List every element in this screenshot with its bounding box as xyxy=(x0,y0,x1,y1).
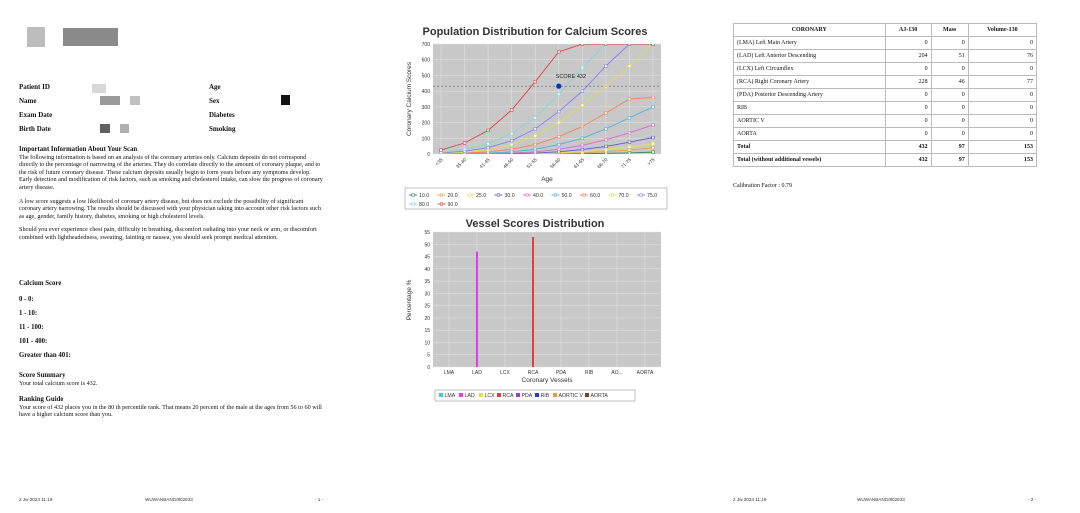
x-tick-label: 56-60 xyxy=(549,157,563,171)
ranking-section xyxy=(19,396,324,419)
logo-text-redacted xyxy=(63,28,118,46)
legend-marker xyxy=(526,194,528,196)
data-point xyxy=(628,152,631,155)
legend-marker xyxy=(497,194,499,196)
x-tick-label: 35-40 xyxy=(455,157,468,171)
data-point xyxy=(557,110,560,113)
vessel-cell: Total (without additional vessels) xyxy=(734,154,886,167)
chart-title: Vessel Scores Distribution xyxy=(465,218,605,230)
legend-swatch xyxy=(585,393,589,397)
y-tick-label: 15 xyxy=(424,328,430,335)
data-point xyxy=(581,125,584,128)
value-cell: 153 xyxy=(968,154,1036,167)
legend-item xyxy=(553,393,583,399)
value-cell: 0 xyxy=(931,115,968,128)
data-point xyxy=(605,145,608,148)
value-cell: 0 xyxy=(968,102,1036,115)
calcium-score-section xyxy=(19,280,324,288)
y-tick-label: 400 xyxy=(421,89,430,96)
data-point xyxy=(652,106,655,109)
y-axis-ticks xyxy=(424,230,430,371)
data-point xyxy=(557,135,560,138)
sex-redacted xyxy=(281,95,290,105)
value-cell: 432 xyxy=(885,141,931,154)
data-point xyxy=(605,139,608,142)
data-point xyxy=(652,43,655,46)
y-tick-label: 10 xyxy=(424,340,430,347)
logo-mark xyxy=(27,27,45,47)
y-tick-label: 500 xyxy=(421,73,430,80)
data-point xyxy=(510,143,513,146)
data-point xyxy=(557,51,560,54)
legend-marker xyxy=(440,194,442,196)
range-3: 101 - 400: xyxy=(19,338,48,345)
legend-label: 90.0 xyxy=(447,202,458,208)
bar-rca xyxy=(532,237,534,367)
data-point xyxy=(534,148,537,151)
value-cell: 51 xyxy=(931,50,968,63)
legend-label: 75.0 xyxy=(647,193,658,199)
value-cell: 46 xyxy=(931,76,968,89)
y-axis-ticks xyxy=(422,42,431,158)
table-row xyxy=(734,37,1037,50)
legend-label: AORTA xyxy=(590,393,608,399)
value-cell: 76 xyxy=(968,50,1036,63)
col-aj130: AJ-130 xyxy=(885,24,931,37)
vessel-scores-chart xyxy=(395,214,675,404)
coronary-table xyxy=(733,23,1037,167)
range-4: Greater than 401: xyxy=(19,352,71,359)
footer-date: 2 Jw 2024 11:19 xyxy=(19,497,53,502)
x-tick-label: 46-50 xyxy=(502,157,516,171)
x-axis-ticks xyxy=(444,370,654,376)
col-coronary: CORONARY xyxy=(734,24,886,37)
y-tick-label: 600 xyxy=(421,57,430,64)
footer-id: WUWANBANG/802633 xyxy=(145,497,193,502)
value-cell: 97 xyxy=(931,141,968,154)
data-point xyxy=(510,109,513,112)
table-row xyxy=(734,128,1037,141)
patient-id-redacted xyxy=(92,84,106,93)
x-tick-label: RCA xyxy=(527,370,539,376)
y-tick-label: 50 xyxy=(424,242,430,249)
name-redacted xyxy=(100,96,120,105)
data-point xyxy=(652,151,655,154)
y-tick-label: 40 xyxy=(424,266,430,273)
birth-date-redacted-2 xyxy=(120,124,129,133)
legend-marker xyxy=(412,194,414,196)
data-point xyxy=(510,132,513,135)
legend-marker xyxy=(440,203,442,205)
x-tick-label: >75 xyxy=(647,157,657,168)
data-point xyxy=(510,139,513,142)
y-tick-label: 5 xyxy=(427,352,430,359)
legend-swatch xyxy=(535,393,539,397)
x-tick-label: 51-55 xyxy=(526,157,539,171)
data-point xyxy=(605,85,608,88)
value-cell: 153 xyxy=(968,141,1036,154)
population-distribution-chart xyxy=(395,22,675,237)
vessel-cell: (RCA) Right Coronary Artery xyxy=(734,76,886,89)
table-row xyxy=(734,63,1037,76)
data-point xyxy=(652,146,655,149)
score-summary-text: Your total calcium score is 432. xyxy=(19,379,98,387)
col-mass: Mass xyxy=(931,24,968,37)
x-tick-label: 61-65 xyxy=(573,157,586,171)
ranking-heading: Ranking Guide xyxy=(19,396,64,403)
birth-date-label: Birth Date xyxy=(19,125,51,133)
data-point xyxy=(581,137,584,140)
footer-page: - 2 - xyxy=(1028,497,1037,502)
y-axis-label: Coronary Calcium Scores xyxy=(406,61,413,137)
data-point xyxy=(605,65,608,68)
data-point xyxy=(652,96,655,99)
value-cell: 77 xyxy=(968,76,1036,89)
legend-marker xyxy=(583,194,585,196)
value-cell: 432 xyxy=(885,154,931,167)
data-point xyxy=(510,148,513,151)
report-page-2 xyxy=(730,0,1080,513)
plot-area xyxy=(433,232,661,367)
x-tick-label: <35 xyxy=(435,157,445,168)
legend-label: 20.0 xyxy=(447,193,458,199)
name-redacted-2 xyxy=(130,96,140,105)
legend-label: 25.0 xyxy=(476,193,487,199)
x-tick-label: 71-75 xyxy=(620,157,633,171)
legend-marker xyxy=(554,194,556,196)
legend-label: 50.0 xyxy=(561,193,572,199)
birth-date-redacted xyxy=(100,124,110,133)
value-cell: 0 xyxy=(968,63,1036,76)
data-point xyxy=(581,66,584,69)
col-volume: Volume-130 xyxy=(968,24,1036,37)
x-tick-label: AORTA xyxy=(636,370,654,376)
legend-label: RIB xyxy=(540,393,550,399)
vessel-cell: (PDA) Posterior Descending Artery xyxy=(734,89,886,102)
legend-label: LMA xyxy=(444,393,456,399)
value-cell: 0 xyxy=(885,102,931,115)
x-tick-label: LMA xyxy=(443,370,455,376)
legend-swatch xyxy=(479,393,483,397)
data-point xyxy=(605,128,608,131)
y-axis-label: Percentage % xyxy=(406,279,413,321)
x-tick-label: LCX xyxy=(500,370,510,376)
vessel-cell: (LMA) Left Main Artery xyxy=(734,37,886,50)
value-cell: 0 xyxy=(885,89,931,102)
value-cell: 0 xyxy=(931,102,968,115)
calcium-score-heading: Calcium Score xyxy=(19,280,62,287)
value-cell: 0 xyxy=(968,128,1036,141)
score-marker xyxy=(556,84,561,89)
data-point xyxy=(628,141,631,144)
y-tick-label: 55 xyxy=(424,230,430,236)
legend-marker xyxy=(640,194,642,196)
report-body xyxy=(19,146,324,248)
y-tick-label: 45 xyxy=(424,254,430,261)
data-point xyxy=(628,131,631,134)
x-axis-ticks xyxy=(434,157,656,170)
y-tick-label: 20 xyxy=(424,315,430,322)
value-cell: 0 xyxy=(885,63,931,76)
range-1: 1 - 10: xyxy=(19,310,38,317)
score-summary-heading: Score Summary xyxy=(19,372,66,379)
age-label: Age xyxy=(209,83,221,91)
range-2: 11 - 100: xyxy=(19,324,44,331)
vessel-cell: RIB xyxy=(734,102,886,115)
vessel-cell: (LCX) Left Circumflex xyxy=(734,63,886,76)
data-point xyxy=(581,148,584,151)
data-point xyxy=(534,128,537,131)
y-tick-label: 30 xyxy=(424,291,430,298)
y-tick-label: 300 xyxy=(421,104,430,111)
chart-title: Population Distribution for Calcium Scores xyxy=(422,26,648,38)
data-point xyxy=(534,143,537,146)
ranking-text: Your score of 432 places you in the 80 th percentile rank. That means 20 percent of the male at the ages from 56 to 60 will have a higher calcium score than you. xyxy=(19,403,322,419)
name-label: Name xyxy=(19,97,37,105)
data-point xyxy=(628,65,631,68)
footer-date: 2 Jw 2024 11:19 xyxy=(733,497,767,502)
data-point xyxy=(557,151,560,154)
y-tick-label: 0 xyxy=(427,152,430,158)
legend-label: 40.0 xyxy=(533,193,544,199)
legend-label: AORTIC V xyxy=(558,393,583,399)
data-point xyxy=(557,148,560,151)
x-tick-label: PDA xyxy=(555,370,567,376)
data-point xyxy=(605,148,608,151)
diabetes-label: Diabetes xyxy=(209,111,235,119)
x-tick-label: AO... xyxy=(611,370,623,376)
value-cell: 97 xyxy=(931,154,968,167)
legend-swatch xyxy=(497,393,501,397)
data-point xyxy=(628,146,631,149)
legend-swatch xyxy=(516,393,520,397)
data-point xyxy=(487,146,490,149)
data-point xyxy=(581,144,584,147)
vessel-cell: AORTA xyxy=(734,128,886,141)
footer-page: - 1 - xyxy=(315,497,324,502)
value-cell: 0 xyxy=(931,128,968,141)
y-tick-label: 700 xyxy=(421,42,430,48)
data-point xyxy=(628,43,631,46)
info-paragraph-3: Should you ever experience chest pain, difficulty in breathing, discomfort radiating into your neck or arm, or discomfort combined with lightheadedness, sweating, fainting or nausea, you should seek prompt medical attention. xyxy=(19,226,317,241)
y-tick-label: 100 xyxy=(421,136,430,143)
report-page-1 xyxy=(0,0,340,513)
legend-label: 80.0 xyxy=(419,202,430,208)
value-cell: 0 xyxy=(968,37,1036,50)
patient-id-label: Patient ID xyxy=(19,83,50,91)
legend-label: LAD xyxy=(464,393,475,399)
x-tick-label: LAD xyxy=(472,370,482,376)
data-point xyxy=(581,90,584,93)
table-row xyxy=(734,115,1037,128)
data-point xyxy=(557,121,560,124)
legend-swatch xyxy=(459,393,463,397)
data-point xyxy=(463,142,466,145)
legend-label: 60.0 xyxy=(590,193,601,199)
score-marker-label: SCORE 432 xyxy=(555,74,587,81)
x-axis-label: Age xyxy=(541,176,553,183)
legend-label: 30.0 xyxy=(504,193,515,199)
data-point xyxy=(534,151,537,154)
value-cell: 0 xyxy=(931,37,968,50)
table-row xyxy=(734,50,1037,63)
data-point xyxy=(581,104,584,107)
legend-swatch xyxy=(439,393,443,397)
data-point xyxy=(652,136,655,139)
info-paragraph-1: The following information is based on an analysis of the coronary arteries only. Calcium deposits do not correspond directly to the percentage of narrowing of the arteries. They do correlate directly to the amount of coronary plaque, and to the risk of future coronary disease. These calcium deposits usually begin to form years before any symptoms develop. Early detection and modification of risk factors, such as smoking and cholesterol intake, can slow the progress of coronary artery disease. xyxy=(19,153,323,191)
smoking-label: Smoking xyxy=(209,125,236,133)
legend-marker xyxy=(412,203,414,205)
legend-label: PDA xyxy=(521,393,533,399)
table-row xyxy=(734,76,1037,89)
data-point xyxy=(510,151,513,154)
value-cell: 0 xyxy=(885,128,931,141)
value-cell: 0 xyxy=(885,115,931,128)
plot-area xyxy=(433,44,661,154)
table-row xyxy=(734,154,1037,167)
value-cell: 0 xyxy=(968,89,1036,102)
table-header-row xyxy=(734,24,1037,37)
x-tick-label: RIB xyxy=(584,370,594,376)
value-cell: 0 xyxy=(931,63,968,76)
score-summary-section xyxy=(19,372,324,387)
value-cell: 228 xyxy=(885,76,931,89)
data-point xyxy=(487,129,490,132)
legend-marker xyxy=(469,194,471,196)
data-point xyxy=(652,124,655,127)
bar-lad xyxy=(476,252,478,367)
exam-date-label: Exam Date xyxy=(19,111,53,119)
vessel-cell: (LAD) Left Anterior Descending xyxy=(734,50,886,63)
footer-id: WUWANBANG/802633 xyxy=(857,497,905,502)
calibration-factor: Calibration Factor : 0.79 xyxy=(733,183,792,189)
range-0: 0 - 0: xyxy=(19,296,34,303)
data-point xyxy=(440,149,443,152)
table-row xyxy=(734,141,1037,154)
data-point xyxy=(487,142,490,145)
legend-swatch xyxy=(553,393,557,397)
data-point xyxy=(628,149,631,152)
sex-label: Sex xyxy=(209,97,220,105)
table-row xyxy=(734,102,1037,115)
important-heading: Important Information About Your Scan xyxy=(19,146,138,153)
legend-marker xyxy=(611,194,613,196)
table-row xyxy=(734,89,1037,102)
x-tick-label: 66-70 xyxy=(597,157,610,171)
legend-label: 70.0 xyxy=(618,193,629,199)
data-point xyxy=(534,117,537,120)
data-point xyxy=(557,93,560,96)
vessel-cell: AORTIC V xyxy=(734,115,886,128)
legend-label: LCX xyxy=(484,393,495,399)
value-cell: 0 xyxy=(885,37,931,50)
data-point xyxy=(581,43,584,46)
data-point xyxy=(605,112,608,115)
clinic-logo xyxy=(27,27,119,47)
x-tick-label: 41-45 xyxy=(479,157,492,171)
report-page-charts xyxy=(395,0,675,513)
y-tick-label: 35 xyxy=(424,279,430,286)
y-tick-label: 0 xyxy=(427,365,430,371)
data-point xyxy=(534,135,537,138)
data-point xyxy=(557,143,560,146)
legend-label: RCA xyxy=(502,393,514,399)
y-tick-label: 25 xyxy=(424,303,430,310)
value-cell: 0 xyxy=(968,115,1036,128)
value-cell: 0 xyxy=(931,89,968,102)
value-cell: 204 xyxy=(885,50,931,63)
legend-label: 10.0 xyxy=(419,193,430,199)
data-point xyxy=(534,80,537,83)
data-point xyxy=(628,117,631,120)
x-axis-label: Coronary Vessels xyxy=(521,377,573,384)
data-point xyxy=(605,43,608,46)
y-tick-label: 200 xyxy=(421,120,430,127)
data-point xyxy=(463,148,466,151)
data-point xyxy=(652,142,655,145)
info-paragraph-2: A low score suggests a low likelihood of coronary artery disease, but does not exclude the possibility of significant coronary artery narrowing. The results should be discussed with your physician taking into account other risk factors such as age, gender, family history, diabetes, smoking or high cholesterol levels. xyxy=(19,197,321,220)
vessel-cell: Total xyxy=(734,141,886,154)
data-point xyxy=(628,98,631,101)
